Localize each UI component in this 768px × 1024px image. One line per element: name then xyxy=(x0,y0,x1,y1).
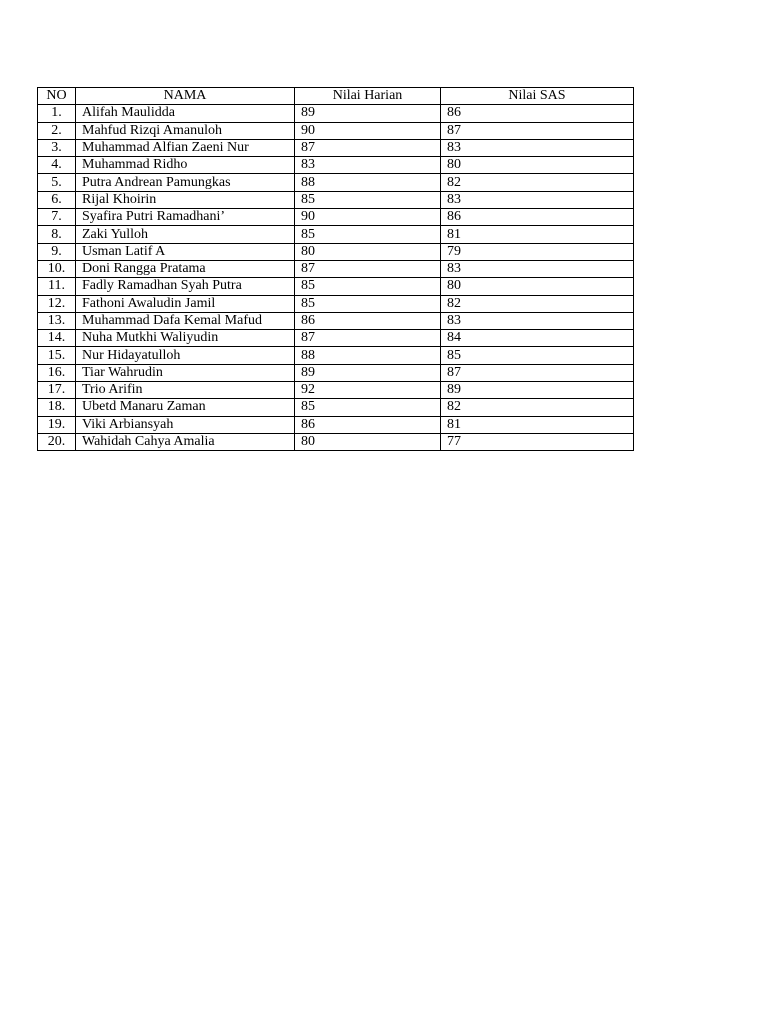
cell-nilai-harian: 88 xyxy=(295,347,441,364)
cell-no: 15. xyxy=(38,347,76,364)
cell-no: 9. xyxy=(38,243,76,260)
table-row xyxy=(38,433,634,450)
cell-nilai-sas: 80 xyxy=(441,278,634,295)
table-row xyxy=(38,312,634,329)
cell-nilai-sas: 77 xyxy=(441,433,634,450)
cell-nilai-sas: 82 xyxy=(441,174,634,191)
table-row xyxy=(38,209,634,226)
cell-no: 16. xyxy=(38,364,76,381)
table-row xyxy=(38,347,634,364)
cell-nilai-sas: 83 xyxy=(441,191,634,208)
cell-nilai-harian: 85 xyxy=(295,399,441,416)
table-row xyxy=(38,399,634,416)
cell-nilai-sas: 80 xyxy=(441,157,634,174)
cell-no: 4. xyxy=(38,157,76,174)
cell-nama: Zaki Yulloh xyxy=(76,226,295,243)
cell-nama: Muhammad Alfian Zaeni Nur xyxy=(76,139,295,156)
table-row xyxy=(38,157,634,174)
cell-nilai-harian: 87 xyxy=(295,139,441,156)
cell-nilai-sas: 87 xyxy=(441,364,634,381)
cell-nama: Alifah Maulidda xyxy=(76,105,295,122)
cell-nama: Syafira Putri Ramadhani’ xyxy=(76,209,295,226)
cell-nilai-harian: 83 xyxy=(295,157,441,174)
cell-nilai-harian: 80 xyxy=(295,243,441,260)
cell-nilai-harian: 86 xyxy=(295,312,441,329)
cell-nilai-sas: 81 xyxy=(441,226,634,243)
cell-nilai-harian: 89 xyxy=(295,364,441,381)
table-body xyxy=(38,105,634,451)
cell-nama: Mahfud Rizqi Amanuloh xyxy=(76,122,295,139)
cell-no: 20. xyxy=(38,433,76,450)
cell-nama: Fadly Ramadhan Syah Putra xyxy=(76,278,295,295)
cell-nilai-sas: 81 xyxy=(441,416,634,433)
cell-nilai-harian: 87 xyxy=(295,330,441,347)
table-row xyxy=(38,330,634,347)
cell-nilai-sas: 82 xyxy=(441,399,634,416)
cell-nilai-sas: 79 xyxy=(441,243,634,260)
cell-nilai-harian: 86 xyxy=(295,416,441,433)
cell-nilai-sas: 83 xyxy=(441,312,634,329)
cell-nilai-harian: 85 xyxy=(295,295,441,312)
table-row xyxy=(38,364,634,381)
cell-nama: Fathoni Awaludin Jamil xyxy=(76,295,295,312)
table-row xyxy=(38,226,634,243)
table-row xyxy=(38,416,634,433)
header-nama: NAMA xyxy=(76,88,295,105)
cell-no: 19. xyxy=(38,416,76,433)
cell-nilai-harian: 80 xyxy=(295,433,441,450)
cell-nama: Muhammad Ridho xyxy=(76,157,295,174)
cell-nilai-sas: 89 xyxy=(441,382,634,399)
cell-no: 8. xyxy=(38,226,76,243)
table-row xyxy=(38,382,634,399)
cell-nilai-sas: 86 xyxy=(441,105,634,122)
cell-nama: Nuha Mutkhi Waliyudin xyxy=(76,330,295,347)
cell-nilai-sas: 85 xyxy=(441,347,634,364)
cell-no: 7. xyxy=(38,209,76,226)
table-row xyxy=(38,243,634,260)
cell-no: 11. xyxy=(38,278,76,295)
cell-nilai-harian: 85 xyxy=(295,226,441,243)
header-row xyxy=(38,88,634,105)
cell-no: 13. xyxy=(38,312,76,329)
cell-nilai-harian: 87 xyxy=(295,260,441,277)
cell-no: 1. xyxy=(38,105,76,122)
grades-table xyxy=(37,87,634,451)
cell-nilai-harian: 89 xyxy=(295,105,441,122)
cell-no: 3. xyxy=(38,139,76,156)
cell-nilai-sas: 84 xyxy=(441,330,634,347)
cell-nama: Doni Rangga Pratama xyxy=(76,260,295,277)
cell-nilai-harian: 90 xyxy=(295,122,441,139)
cell-nama: Viki Arbiansyah xyxy=(76,416,295,433)
cell-nilai-sas: 83 xyxy=(441,260,634,277)
table-row xyxy=(38,105,634,122)
header-nilai-harian: Nilai Harian xyxy=(295,88,441,105)
table-row xyxy=(38,260,634,277)
cell-no: 14. xyxy=(38,330,76,347)
cell-nama: Trio Arifin xyxy=(76,382,295,399)
cell-nama: Rijal Khoirin xyxy=(76,191,295,208)
cell-nilai-harian: 90 xyxy=(295,209,441,226)
table-header xyxy=(38,88,634,105)
cell-nilai-sas: 82 xyxy=(441,295,634,312)
table-row xyxy=(38,278,634,295)
cell-no: 5. xyxy=(38,174,76,191)
header-no: NO xyxy=(38,88,76,105)
cell-nama: Tiar Wahrudin xyxy=(76,364,295,381)
cell-no: 17. xyxy=(38,382,76,399)
header-nilai-sas: Nilai SAS xyxy=(441,88,634,105)
cell-no: 12. xyxy=(38,295,76,312)
cell-nama: Ubetd Manaru Zaman xyxy=(76,399,295,416)
cell-nilai-sas: 83 xyxy=(441,139,634,156)
cell-no: 6. xyxy=(38,191,76,208)
cell-nilai-sas: 86 xyxy=(441,209,634,226)
cell-nilai-harian: 85 xyxy=(295,191,441,208)
cell-nama: Putra Andrean Pamungkas xyxy=(76,174,295,191)
table-row xyxy=(38,174,634,191)
cell-nama: Nur Hidayatulloh xyxy=(76,347,295,364)
cell-nama: Wahidah Cahya Amalia xyxy=(76,433,295,450)
cell-nama: Muhammad Dafa Kemal Mafud xyxy=(76,312,295,329)
table-row xyxy=(38,122,634,139)
table-row xyxy=(38,139,634,156)
cell-no: 18. xyxy=(38,399,76,416)
cell-nilai-harian: 85 xyxy=(295,278,441,295)
cell-nilai-sas: 87 xyxy=(441,122,634,139)
cell-no: 10. xyxy=(38,260,76,277)
table-row xyxy=(38,295,634,312)
cell-nama: Usman Latif A xyxy=(76,243,295,260)
cell-no: 2. xyxy=(38,122,76,139)
cell-nilai-harian: 88 xyxy=(295,174,441,191)
cell-nilai-harian: 92 xyxy=(295,382,441,399)
table-row xyxy=(38,191,634,208)
